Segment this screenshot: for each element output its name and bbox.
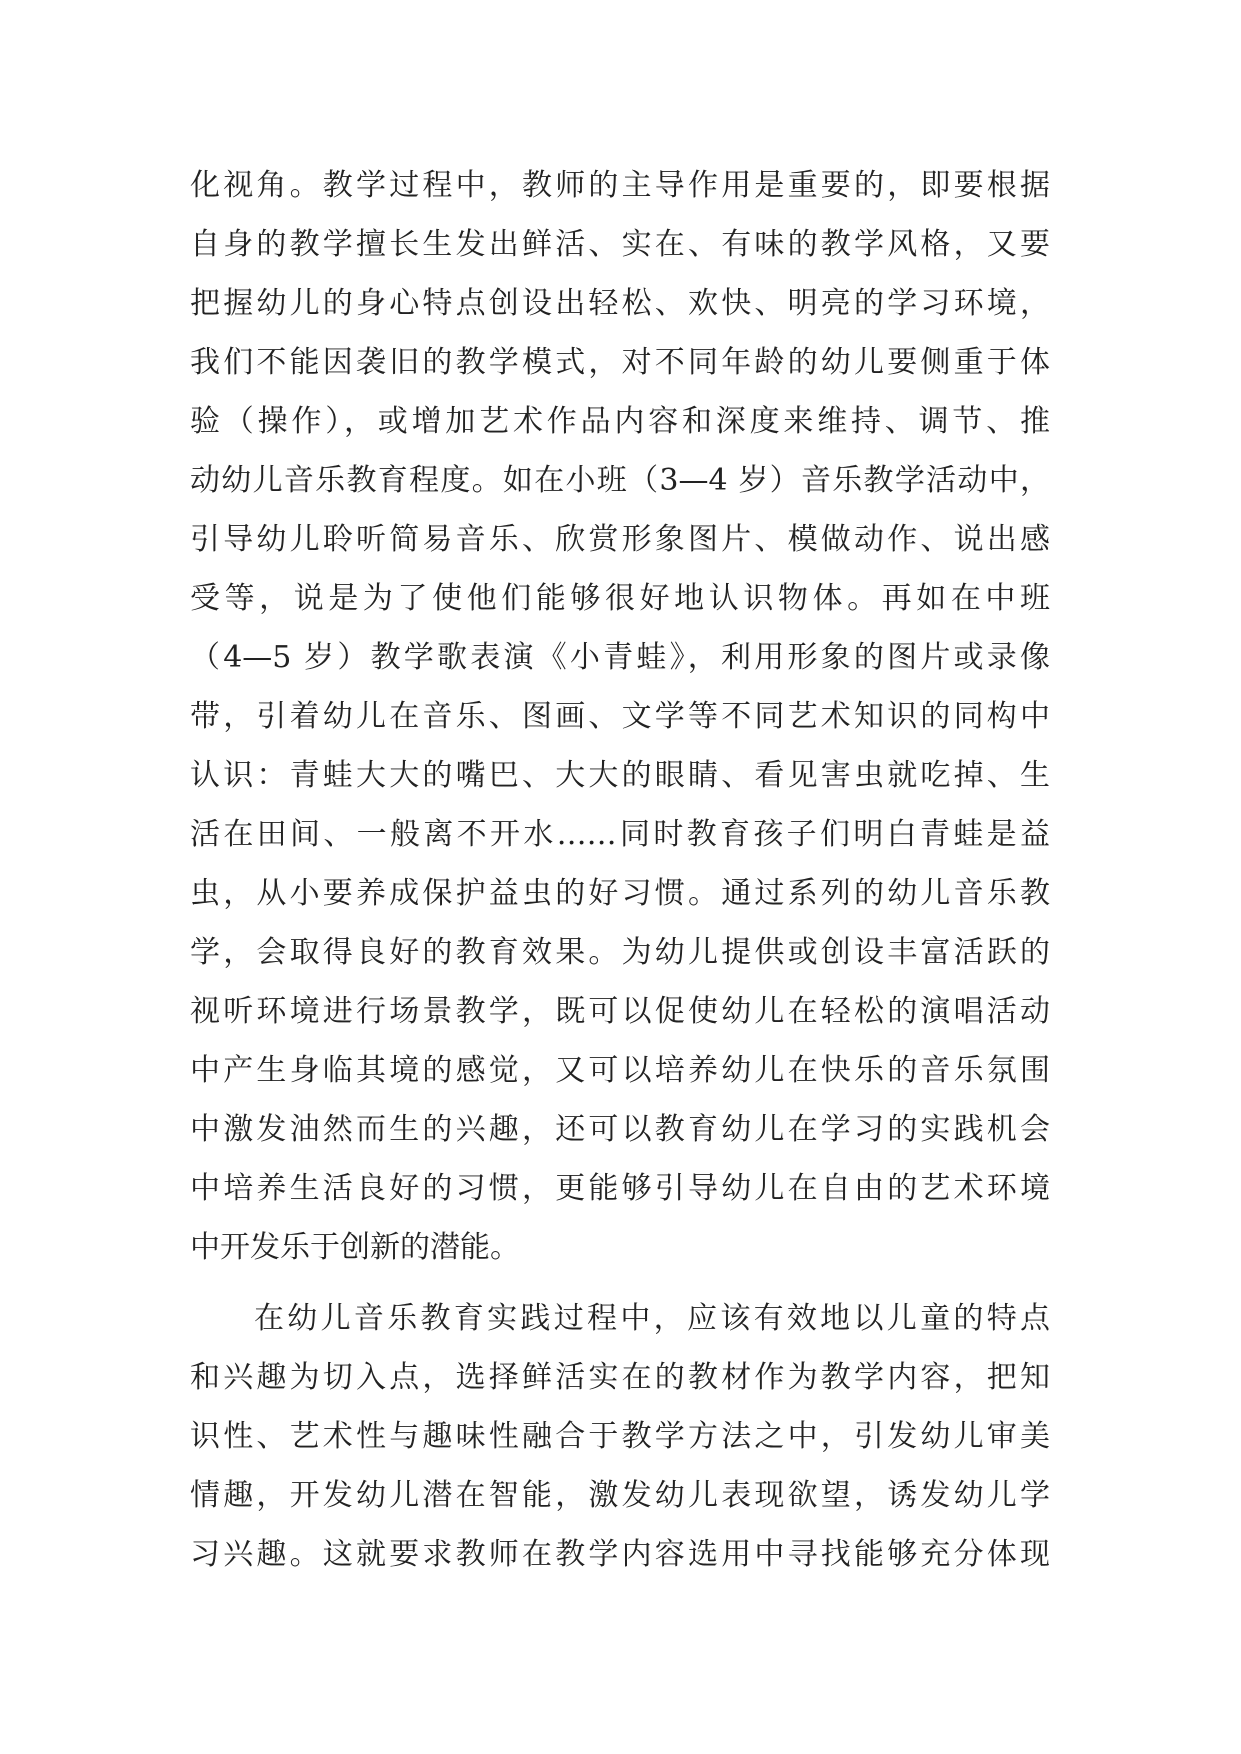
body-text (190, 156, 1050, 1584)
text-line: 我们不能因袭旧的教学模式，对不同年龄的幼儿要侧重于体 (190, 345, 1050, 380)
paragraph (190, 1289, 1050, 1584)
text-line: 在幼儿音乐教育实践过程中，应该有效地以儿童的特点 (254, 1301, 1050, 1336)
text-line: 习兴趣。这就要求教师在教学内容选用中寻找能够充分体现 (190, 1537, 1050, 1572)
text-line: 中开发乐于创新的潜能。 (190, 1230, 520, 1265)
paragraph-gap (190, 1277, 1050, 1289)
text-line: 学，会取得良好的教育效果。为幼儿提供或创设丰富活跃的 (190, 935, 1050, 970)
text-line: （4—5 岁）教学歌表演《小青蛙》，利用形象的图片或录像 (190, 640, 1050, 675)
text-line: 情趣，开发幼儿潜在智能，激发幼儿表现欲望，诱发幼儿学 (190, 1478, 1050, 1513)
text-line: 虫，从小要养成保护益虫的好习惯。通过系列的幼儿音乐教 (190, 876, 1050, 911)
text-line: 化视角。教学过程中，教师的主导作用是重要的，即要根据 (190, 168, 1050, 203)
text-line: 视听环境进行场景教学，既可以促使幼儿在轻松的演唱活动 (190, 994, 1050, 1029)
text-line: 中培养生活良好的习惯，更能够引导幼儿在自由的艺术环境 (190, 1171, 1050, 1206)
text-line: 验（操作），或增加艺术作品内容和深度来维持、调节、推 (190, 404, 1050, 439)
text-line: 带，引着幼儿在音乐、图画、文学等不同艺术知识的同构中 (190, 699, 1050, 734)
text-line: 活在田间、一般离不开水……同时教育孩子们明白青蛙是益 (190, 817, 1050, 852)
text-line: 动幼儿音乐教育程度。如在小班（3—4 岁）音乐教学活动中， (190, 463, 1050, 498)
text-line: 和兴趣为切入点，选择鲜活实在的教材作为教学内容，把知 (190, 1360, 1050, 1395)
text-line: 把握幼儿的身心特点创设出轻松、欢快、明亮的学习环境， (190, 286, 1050, 321)
text-line: 中激发油然而生的兴趣，还可以教育幼儿在学习的实践机会 (190, 1112, 1050, 1147)
text-line: 认识：青蛙大大的嘴巴、大大的眼睛、看见害虫就吃掉、生 (190, 758, 1050, 793)
text-line: 识性、艺术性与趣味性融合于教学方法之中，引发幼儿审美 (190, 1419, 1050, 1454)
text-line: 受等，说是为了使他们能够很好地认识物体。再如在中班 (190, 581, 1050, 616)
text-line: 引导幼儿聆听简易音乐、欣赏形象图片、模做动作、说出感 (190, 522, 1050, 557)
paragraph (190, 156, 1050, 1277)
text-line: 中产生身临其境的感觉，又可以培养幼儿在快乐的音乐氛围 (190, 1053, 1050, 1088)
text-line: 自身的教学擅长生发出鲜活、实在、有味的教学风格，又要 (190, 227, 1050, 262)
